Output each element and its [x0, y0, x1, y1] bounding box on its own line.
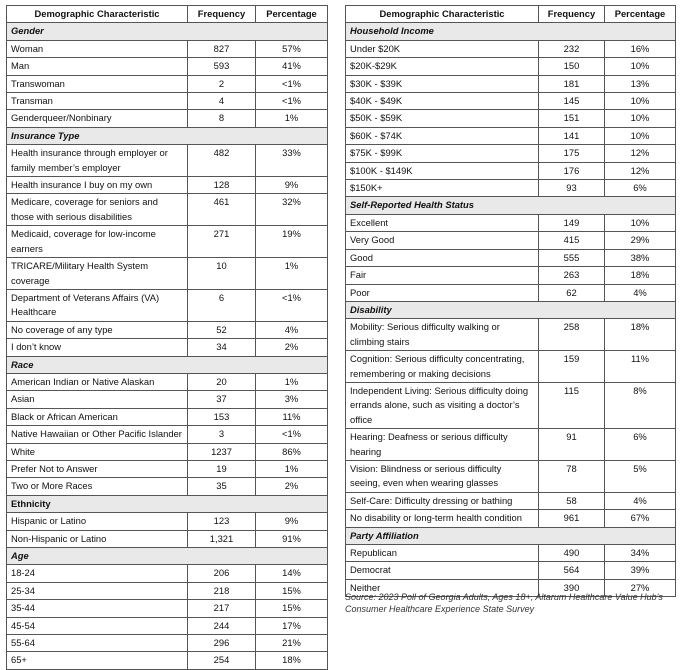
row-label: Genderqueer/Nonbinary — [7, 110, 188, 127]
table-row — [7, 110, 328, 127]
row-frequency: 258 — [539, 319, 605, 351]
row-percentage: 91% — [256, 530, 328, 547]
section-header-row — [346, 301, 676, 318]
section-header-row — [7, 495, 328, 512]
section-title: Race — [7, 356, 328, 373]
table-row — [346, 429, 676, 461]
row-percentage: 12% — [605, 162, 676, 179]
row-frequency: 961 — [539, 510, 605, 527]
row-frequency: 153 — [188, 408, 256, 425]
row-frequency: 593 — [188, 58, 256, 75]
row-percentage: 32% — [256, 194, 328, 226]
row-percentage: <1% — [256, 93, 328, 110]
row-frequency: 19 — [188, 460, 256, 477]
section-title: Age — [7, 548, 328, 565]
row-percentage: 18% — [605, 319, 676, 351]
row-label: Independent Living: Serious difficulty doing errands alone, such as visiting a doctor’s office — [346, 382, 539, 428]
row-percentage: 29% — [605, 232, 676, 249]
row-frequency: 218 — [188, 582, 256, 599]
table-row — [346, 93, 676, 110]
row-label: Republican — [346, 545, 539, 562]
row-label: $30K - $39K — [346, 75, 539, 92]
row-percentage: 2% — [256, 339, 328, 356]
row-frequency: 159 — [539, 351, 605, 383]
table-row — [7, 321, 328, 338]
row-frequency: 176 — [539, 162, 605, 179]
table-row — [346, 214, 676, 231]
row-label: $150K+ — [346, 180, 539, 197]
row-label: $100K - $149K — [346, 162, 539, 179]
row-frequency: 52 — [188, 321, 256, 338]
row-label: Self-Care: Difficulty dressing or bathing — [346, 492, 539, 509]
table-row — [7, 582, 328, 599]
table-row — [346, 249, 676, 266]
row-label: 45-54 — [7, 617, 188, 634]
table-row — [7, 460, 328, 477]
row-percentage: 1% — [256, 460, 328, 477]
table-row — [7, 426, 328, 443]
row-frequency: 128 — [188, 177, 256, 194]
row-label: Man — [7, 58, 188, 75]
row-label: $60K - $74K — [346, 127, 539, 144]
header-frequency: Frequency — [188, 6, 256, 23]
row-label: Poor — [346, 284, 539, 301]
row-label: Non-Hispanic or Latino — [7, 530, 188, 547]
table-row — [346, 110, 676, 127]
row-frequency: 461 — [188, 194, 256, 226]
table-row — [7, 617, 328, 634]
table-row — [7, 635, 328, 652]
table-row — [7, 226, 328, 258]
row-frequency: 415 — [539, 232, 605, 249]
row-percentage: 41% — [256, 58, 328, 75]
table-row — [346, 382, 676, 428]
row-frequency: 564 — [539, 562, 605, 579]
row-frequency: 1237 — [188, 443, 256, 460]
row-percentage: 21% — [256, 635, 328, 652]
row-percentage: 18% — [605, 267, 676, 284]
table-row — [7, 443, 328, 460]
row-frequency: 206 — [188, 565, 256, 582]
row-label: 25-34 — [7, 582, 188, 599]
right-demographics-table — [345, 5, 676, 597]
row-percentage: <1% — [256, 289, 328, 321]
row-frequency: 555 — [539, 249, 605, 266]
row-label: Democrat — [346, 562, 539, 579]
table-row — [346, 510, 676, 527]
table-row — [346, 58, 676, 75]
row-label: Transwoman — [7, 75, 188, 92]
row-frequency: 141 — [539, 127, 605, 144]
table-row — [346, 232, 676, 249]
table-row — [7, 373, 328, 390]
row-frequency: 827 — [188, 40, 256, 57]
header-percentage: Percentage — [605, 6, 676, 23]
row-label: No coverage of any type — [7, 321, 188, 338]
row-percentage: 10% — [605, 127, 676, 144]
row-label: Mobility: Serious difficulty walking or climbing stairs — [346, 319, 539, 351]
row-percentage: 14% — [256, 565, 328, 582]
row-percentage: 13% — [605, 75, 676, 92]
row-frequency: 149 — [539, 214, 605, 231]
row-frequency: 78 — [539, 460, 605, 492]
row-frequency: 244 — [188, 617, 256, 634]
row-frequency: 181 — [539, 75, 605, 92]
section-header-row — [7, 548, 328, 565]
row-percentage: 12% — [605, 145, 676, 162]
row-frequency: 3 — [188, 426, 256, 443]
section-title: Household Income — [346, 23, 676, 40]
row-frequency: 62 — [539, 284, 605, 301]
row-label: Health insurance through employer or family member’s employer — [7, 145, 188, 177]
row-label: 55-64 — [7, 635, 188, 652]
table-row — [346, 145, 676, 162]
row-frequency: 1,321 — [188, 530, 256, 547]
row-label: Hearing: Deafness or serious difficulty hearing — [346, 429, 539, 461]
row-label: 35-44 — [7, 600, 188, 617]
row-label: Prefer Not to Answer — [7, 460, 188, 477]
row-label: 18-24 — [7, 565, 188, 582]
row-label: TRICARE/Military Health System coverage — [7, 258, 188, 290]
row-percentage: 3% — [256, 391, 328, 408]
table-row — [7, 289, 328, 321]
row-percentage: 10% — [605, 58, 676, 75]
table-row — [346, 162, 676, 179]
table-row — [7, 93, 328, 110]
row-frequency: 35 — [188, 478, 256, 495]
table-row — [346, 127, 676, 144]
table-row — [7, 339, 328, 356]
section-header-row — [346, 197, 676, 214]
section-title: Insurance Type — [7, 127, 328, 144]
table-row — [7, 258, 328, 290]
row-percentage: 18% — [256, 652, 328, 669]
row-frequency: 482 — [188, 145, 256, 177]
row-frequency: 6 — [188, 289, 256, 321]
row-percentage: 1% — [256, 110, 328, 127]
table-row — [7, 177, 328, 194]
header-characteristic: Demographic Characteristic — [7, 6, 188, 23]
table-row — [7, 40, 328, 57]
row-percentage: 15% — [256, 600, 328, 617]
section-title: Party Affiliation — [346, 527, 676, 544]
row-percentage: 6% — [605, 180, 676, 197]
table-row — [346, 75, 676, 92]
table-row — [7, 530, 328, 547]
row-label: Department of Veterans Affairs (VA) Healthcare — [7, 289, 188, 321]
section-title: Disability — [346, 301, 676, 318]
row-frequency: 93 — [539, 180, 605, 197]
row-percentage: 67% — [605, 510, 676, 527]
row-frequency: 145 — [539, 93, 605, 110]
row-percentage: 17% — [256, 617, 328, 634]
section-header-row — [346, 23, 676, 40]
row-percentage: 15% — [256, 582, 328, 599]
table-row — [346, 545, 676, 562]
row-frequency: 2 — [188, 75, 256, 92]
section-header-row — [7, 356, 328, 373]
header-frequency: Frequency — [539, 6, 605, 23]
row-label: Medicare, coverage for seniors and those with serious disabilities — [7, 194, 188, 226]
row-percentage: 4% — [605, 492, 676, 509]
section-title: Self-Reported Health Status — [346, 197, 676, 214]
table-row — [346, 180, 676, 197]
row-frequency: 20 — [188, 373, 256, 390]
table-row — [7, 513, 328, 530]
row-label: Woman — [7, 40, 188, 57]
header-characteristic: Demographic Characteristic — [346, 6, 539, 23]
row-frequency: 34 — [188, 339, 256, 356]
left-table-body — [7, 23, 328, 669]
row-percentage: 34% — [605, 545, 676, 562]
row-frequency: 271 — [188, 226, 256, 258]
row-frequency: 217 — [188, 600, 256, 617]
section-title: Ethnicity — [7, 495, 328, 512]
row-percentage: 27% — [605, 579, 676, 596]
section-header-row — [7, 23, 328, 40]
row-percentage: <1% — [256, 426, 328, 443]
header-percentage: Percentage — [256, 6, 328, 23]
table-row — [7, 75, 328, 92]
row-label: Fair — [346, 267, 539, 284]
row-percentage: 39% — [605, 562, 676, 579]
row-frequency: 91 — [539, 429, 605, 461]
row-percentage: 9% — [256, 177, 328, 194]
row-label: Hispanic or Latino — [7, 513, 188, 530]
row-label: Black or African American — [7, 408, 188, 425]
row-label: Health insurance I buy on my own — [7, 177, 188, 194]
row-label: Medicaid, coverage for low-income earners — [7, 226, 188, 258]
row-percentage: <1% — [256, 75, 328, 92]
left-demographics-table — [6, 5, 328, 670]
row-label: 65+ — [7, 652, 188, 669]
row-label: Vision: Blindness or serious difficulty seeing, even when wearing glasses — [346, 460, 539, 492]
row-percentage: 2% — [256, 478, 328, 495]
table-row — [346, 40, 676, 57]
row-frequency: 115 — [539, 382, 605, 428]
row-label: White — [7, 443, 188, 460]
row-percentage: 1% — [256, 258, 328, 290]
row-label: $50K - $59K — [346, 110, 539, 127]
row-label: Asian — [7, 391, 188, 408]
row-label: Under $20K — [346, 40, 539, 57]
row-frequency: 8 — [188, 110, 256, 127]
row-label: $75K - $99K — [346, 145, 539, 162]
row-label: Neither — [346, 579, 539, 596]
row-percentage: 4% — [605, 284, 676, 301]
row-percentage: 11% — [605, 351, 676, 383]
row-percentage: 10% — [605, 110, 676, 127]
table-row — [346, 319, 676, 351]
table-row — [7, 600, 328, 617]
row-percentage: 8% — [605, 382, 676, 428]
row-frequency: 296 — [188, 635, 256, 652]
table-row — [346, 284, 676, 301]
row-percentage: 86% — [256, 443, 328, 460]
table-row — [346, 351, 676, 383]
row-label: No disability or long-term health condition — [346, 510, 539, 527]
row-frequency: 123 — [188, 513, 256, 530]
table-row — [7, 58, 328, 75]
row-percentage: 16% — [605, 40, 676, 57]
row-label: American Indian or Native Alaskan — [7, 373, 188, 390]
row-label: Native Hawaiian or Other Pacific Islander — [7, 426, 188, 443]
row-percentage: 11% — [256, 408, 328, 425]
row-frequency: 4 — [188, 93, 256, 110]
section-title: Gender — [7, 23, 328, 40]
row-label: $40K - $49K — [346, 93, 539, 110]
table-row — [7, 194, 328, 226]
row-percentage: 57% — [256, 40, 328, 57]
row-label: Two or More Races — [7, 478, 188, 495]
table-row — [7, 391, 328, 408]
row-percentage: 6% — [605, 429, 676, 461]
row-frequency: 37 — [188, 391, 256, 408]
row-percentage: 1% — [256, 373, 328, 390]
section-header-row — [346, 527, 676, 544]
row-frequency: 254 — [188, 652, 256, 669]
row-frequency: 490 — [539, 545, 605, 562]
row-label: Good — [346, 249, 539, 266]
table-row — [7, 145, 328, 177]
row-percentage: 4% — [256, 321, 328, 338]
row-percentage: 33% — [256, 145, 328, 177]
row-label: I don’t know — [7, 339, 188, 356]
row-frequency: 58 — [539, 492, 605, 509]
row-frequency: 263 — [539, 267, 605, 284]
right-table-body — [346, 23, 676, 597]
row-label: Very Good — [346, 232, 539, 249]
row-label: Cognition: Serious difficulty concentrating, remembering or making decisions — [346, 351, 539, 383]
right-table-header — [346, 6, 676, 23]
section-header-row — [7, 127, 328, 144]
row-label: Transman — [7, 93, 188, 110]
row-percentage: 5% — [605, 460, 676, 492]
row-frequency: 175 — [539, 145, 605, 162]
table-row — [346, 562, 676, 579]
row-percentage: 10% — [605, 214, 676, 231]
left-table-header — [7, 6, 328, 23]
table-row — [346, 492, 676, 509]
table-row — [7, 652, 328, 669]
row-label: Excellent — [346, 214, 539, 231]
row-frequency: 151 — [539, 110, 605, 127]
table-row — [346, 460, 676, 492]
table-row — [7, 478, 328, 495]
row-percentage: 19% — [256, 226, 328, 258]
row-frequency: 150 — [539, 58, 605, 75]
row-percentage: 10% — [605, 93, 676, 110]
row-frequency: 390 — [539, 579, 605, 596]
row-percentage: 9% — [256, 513, 328, 530]
row-frequency: 232 — [539, 40, 605, 57]
source-note: Source: 2023 Poll of Georgia Adults, Ages 18+, Altarum Healthcare Value Hub’s Consumer Healthcare Experience State Survey — [345, 592, 663, 614]
table-row — [346, 267, 676, 284]
row-percentage: 38% — [605, 249, 676, 266]
table-row — [7, 565, 328, 582]
table-row — [7, 408, 328, 425]
row-label: $20K-$29K — [346, 58, 539, 75]
row-frequency: 10 — [188, 258, 256, 290]
